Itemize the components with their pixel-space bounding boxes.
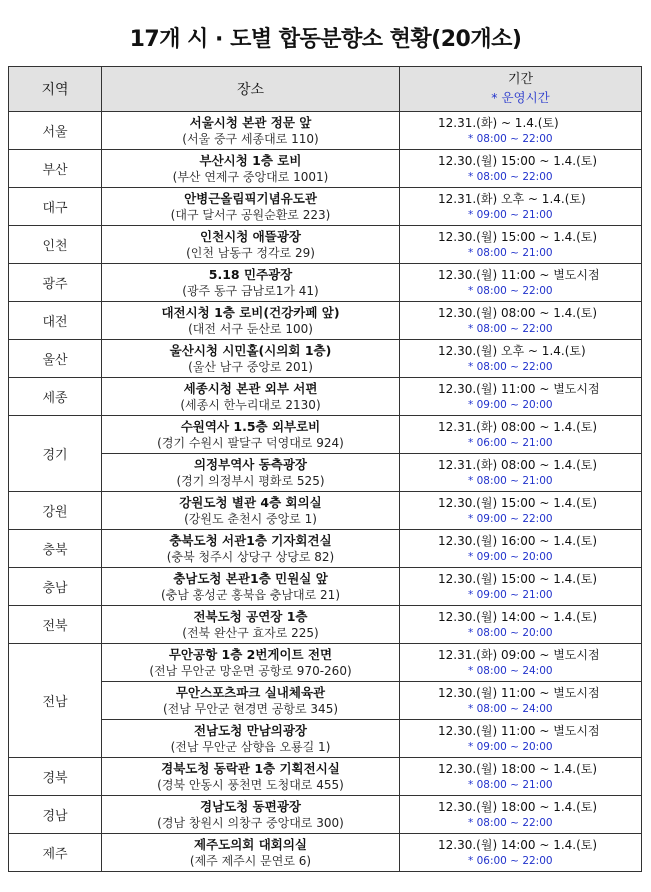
place-address: (광주 동구 금남로1가 41) (182, 284, 319, 298)
place-address: (경기 수원시 팔달구 덕영대로 924) (157, 436, 344, 450)
place-address: (대구 달서구 공원순환로 223) (170, 208, 331, 222)
region-cell: 대전 (9, 302, 102, 340)
period-cell (400, 454, 642, 492)
region-cell: 경남 (9, 796, 102, 834)
period-range: 12.31.(화) ~ 1.4.(토) (438, 116, 559, 130)
place-cell (102, 454, 400, 492)
period-cell (400, 302, 642, 340)
region-cell: 세종 (9, 378, 102, 416)
operating-hours: * 08:00 ~ 21:00 (468, 247, 553, 259)
page-title: 17개 시 · 도별 합동분향소 현황(20개소) (129, 27, 522, 52)
place-name: 부산시청 1층 로비 (199, 153, 302, 168)
operating-hours: * 09:00 ~ 22:00 (468, 513, 553, 525)
period-cell (400, 758, 642, 796)
operating-hours: * 08:00 ~ 20:00 (468, 627, 553, 639)
period-range: 12.30.(월) 14:00 ~ 1.4.(토) (438, 610, 598, 624)
place-name: 인천시청 애뜰광장 (200, 229, 301, 244)
table-row (9, 454, 642, 492)
operating-hours: * 08:00 ~ 24:00 (468, 703, 553, 715)
table-row (9, 188, 642, 226)
region-cell: 광주 (9, 264, 102, 302)
period-range: 12.30.(월) 18:00 ~ 1.4.(토) (438, 800, 598, 814)
place-address: (충남 홍성군 홍북읍 충남대로 21) (161, 588, 340, 602)
period-range: 12.31.(화) 오후 ~ 1.4.(토) (438, 192, 586, 206)
region-cell: 강원 (9, 492, 102, 530)
place-name: 무안공항 1층 2번게이트 전면 (168, 647, 333, 662)
place-name: 충남도청 본관1층 민원실 앞 (173, 571, 328, 586)
place-name: 충북도청 서관1층 기자회견실 (169, 533, 332, 548)
place-cell (102, 834, 400, 872)
table-row (9, 834, 642, 872)
table-row (9, 530, 642, 568)
operating-hours: * 09:00 ~ 20:00 (468, 741, 553, 753)
period-cell (400, 606, 642, 644)
place-cell (102, 226, 400, 264)
region-cell: 충남 (9, 568, 102, 606)
region-cell: 부산 (9, 150, 102, 188)
operating-hours: * 08:00 ~ 22:00 (468, 323, 553, 335)
period-cell (400, 416, 642, 454)
place-cell (102, 682, 400, 720)
period-range: 12.31.(화) 08:00 ~ 1.4.(토) (438, 458, 598, 472)
place-name: 울산시청 시민홀(시의회 1층) (169, 343, 332, 358)
operating-hours: * 08:00 ~ 24:00 (468, 665, 553, 677)
table-row (9, 492, 642, 530)
period-range: 12.30.(월) 11:00 ~ 별도시점 (438, 724, 600, 738)
place-address: (서울 중구 세종대로 110) (182, 132, 319, 146)
region-cell: 경북 (9, 758, 102, 796)
operating-hours: * 09:00 ~ 21:00 (468, 209, 553, 221)
period-range: 12.31.(화) 08:00 ~ 1.4.(토) (438, 420, 598, 434)
operating-hours: * 08:00 ~ 22:00 (468, 171, 553, 183)
table-row (9, 378, 642, 416)
table-row (9, 758, 642, 796)
place-name: 서울시청 본관 정문 앞 (189, 115, 312, 130)
period-range: 12.30.(월) 15:00 ~ 1.4.(토) (438, 572, 598, 586)
table-row (9, 644, 642, 682)
period-range: 12.30.(월) 11:00 ~ 별도시점 (438, 382, 600, 396)
period-cell (400, 644, 642, 682)
operating-hours: * 09:00 ~ 20:00 (468, 399, 553, 411)
place-address: (전남 무안군 현경면 공항로 345) (162, 702, 339, 716)
region-cell: 경기 (9, 416, 102, 492)
operating-hours: * 06:00 ~ 21:00 (468, 437, 553, 449)
place-address: (대전 서구 둔산로 100) (188, 322, 313, 336)
place-cell (102, 720, 400, 758)
period-cell (400, 150, 642, 188)
region-cell: 대구 (9, 188, 102, 226)
place-cell (102, 302, 400, 340)
header-place: 장소 (102, 67, 400, 112)
period-cell (400, 834, 642, 872)
operating-hours: * 08:00 ~ 21:00 (468, 779, 553, 791)
place-address: (전남 무안군 망운면 공항로 970-260) (149, 664, 352, 678)
place-address: (세종시 한누리대로 2130) (180, 398, 321, 412)
place-address: (충북 청주시 상당구 상당로 82) (166, 550, 335, 564)
place-name: 5.18 민주광장 (208, 267, 293, 282)
table-row (9, 568, 642, 606)
period-cell (400, 796, 642, 834)
place-cell (102, 796, 400, 834)
operating-hours: * 08:00 ~ 22:00 (468, 817, 553, 829)
place-cell (102, 492, 400, 530)
place-name: 의정부역사 동측광장 (193, 457, 308, 472)
period-cell (400, 492, 642, 530)
operating-hours: * 09:00 ~ 21:00 (468, 589, 553, 601)
memorial-table (8, 66, 642, 872)
period-cell (400, 264, 642, 302)
period-range: 12.30.(월) 08:00 ~ 1.4.(토) (438, 306, 598, 320)
table-row (9, 606, 642, 644)
table-row (9, 340, 642, 378)
period-range: 12.30.(월) 오후 ~ 1.4.(토) (438, 344, 586, 358)
header-period-label: 기간 (507, 72, 534, 87)
place-cell (102, 112, 400, 150)
place-name: 강원도청 별관 4층 회의실 (179, 495, 322, 510)
period-range: 12.31.(화) 09:00 ~ 별도시점 (438, 648, 600, 662)
place-address: (부산 연제구 중앙대로 1001) (172, 170, 329, 184)
table-row (9, 150, 642, 188)
period-range: 12.30.(월) 15:00 ~ 1.4.(토) (438, 154, 598, 168)
region-cell: 인천 (9, 226, 102, 264)
period-range: 12.30.(월) 11:00 ~ 별도시점 (438, 268, 600, 282)
operating-hours: * 08:00 ~ 22:00 (468, 133, 553, 145)
place-name: 무안스포츠파크 실내체육관 (175, 685, 326, 700)
place-cell (102, 150, 400, 188)
place-name: 전북도청 공연장 1층 (193, 609, 308, 624)
place-name: 수원역사 1.5층 외부로비 (180, 419, 321, 434)
table-row (9, 720, 642, 758)
table-header-row (9, 67, 642, 112)
operating-hours: * 06:00 ~ 22:00 (468, 855, 553, 867)
place-name: 전남도청 만남의광장 (193, 723, 308, 738)
place-address: (강원도 춘천시 중앙로 1) (184, 512, 317, 526)
place-name: 안병근올림픽기념유도관 (184, 191, 317, 206)
place-address: (인천 남동구 정각로 29) (186, 246, 315, 260)
period-range: 12.30.(월) 11:00 ~ 별도시점 (438, 686, 600, 700)
table-row (9, 302, 642, 340)
place-address: (전북 완산구 효자로 225) (182, 626, 319, 640)
period-cell (400, 682, 642, 720)
region-cell: 전남 (9, 644, 102, 758)
operating-hours: * 08:00 ~ 22:00 (468, 361, 553, 373)
place-cell (102, 378, 400, 416)
place-name: 제주도의회 대회의실 (193, 837, 308, 852)
table-row (9, 226, 642, 264)
place-address: (울산 남구 중앙로 201) (188, 360, 313, 374)
table-row (9, 796, 642, 834)
region-cell: 울산 (9, 340, 102, 378)
region-cell: 제주 (9, 834, 102, 872)
table-row (9, 264, 642, 302)
place-cell (102, 530, 400, 568)
place-address: (경남 창원시 의창구 중앙대로 300) (157, 816, 344, 830)
place-cell (102, 416, 400, 454)
place-cell (102, 188, 400, 226)
period-range: 12.30.(월) 18:00 ~ 1.4.(토) (438, 762, 598, 776)
region-cell: 서울 (9, 112, 102, 150)
place-cell (102, 606, 400, 644)
period-cell (400, 378, 642, 416)
period-cell (400, 340, 642, 378)
period-cell (400, 720, 642, 758)
place-address: (전남 무안군 삼향읍 오룡길 1) (170, 740, 331, 754)
place-cell (102, 644, 400, 682)
place-name: 대전시청 1층 로비(건강카페 앞) (161, 305, 340, 320)
period-range: 12.30.(월) 16:00 ~ 1.4.(토) (438, 534, 598, 548)
period-cell (400, 226, 642, 264)
table-row (9, 112, 642, 150)
period-cell (400, 188, 642, 226)
period-range: 12.30.(월) 15:00 ~ 1.4.(토) (438, 496, 598, 510)
header-region: 지역 (9, 67, 102, 112)
operating-hours: * 08:00 ~ 21:00 (468, 475, 553, 487)
region-cell: 충북 (9, 530, 102, 568)
region-cell: 전북 (9, 606, 102, 644)
place-address: (경북 안동시 풍천면 도청대로 455) (157, 778, 344, 792)
place-cell (102, 568, 400, 606)
place-cell (102, 758, 400, 796)
table-row (9, 682, 642, 720)
header-hours-note: * 운영시간 (491, 90, 550, 105)
place-address: (경기 의정부시 평화로 525) (176, 474, 325, 488)
place-cell (102, 340, 400, 378)
place-cell (102, 264, 400, 302)
period-range: 12.30.(월) 15:00 ~ 1.4.(토) (438, 230, 598, 244)
place-address: (제주 제주시 문연로 6) (189, 854, 312, 868)
place-name: 경북도청 동락관 1층 기획전시실 (161, 761, 340, 776)
period-cell (400, 112, 642, 150)
table-row (9, 416, 642, 454)
period-cell (400, 530, 642, 568)
operating-hours: * 08:00 ~ 22:00 (468, 285, 553, 297)
header-period (400, 67, 642, 112)
place-name: 세종시청 본관 외부 서편 (183, 381, 318, 396)
operating-hours: * 09:00 ~ 20:00 (468, 551, 553, 563)
period-cell (400, 568, 642, 606)
place-name: 경남도청 동편광장 (200, 799, 301, 814)
period-range: 12.30.(월) 14:00 ~ 1.4.(토) (438, 838, 598, 852)
